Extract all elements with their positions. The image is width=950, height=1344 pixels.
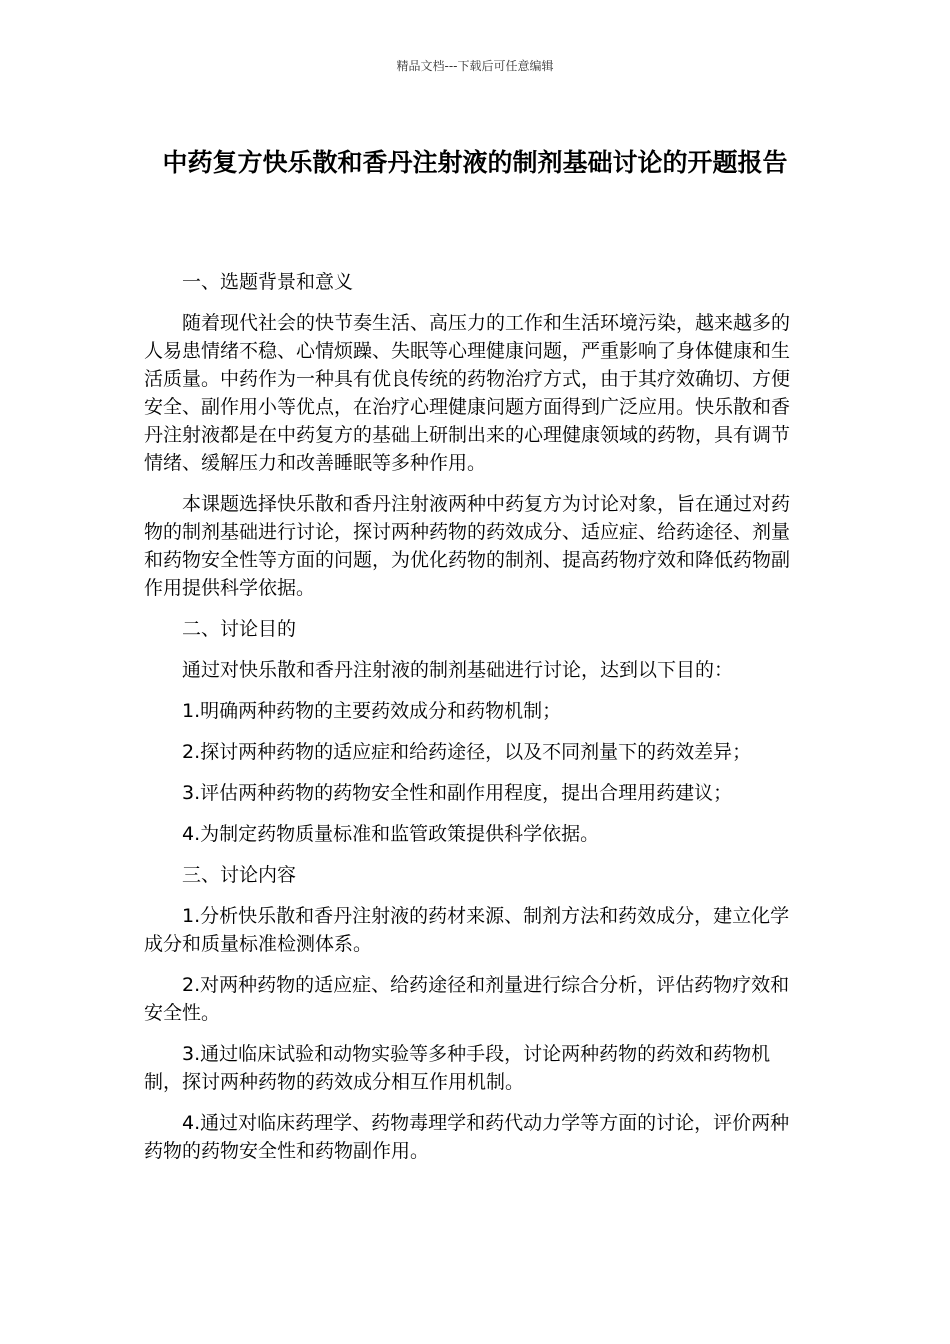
section-heading-background: 一、选题背景和意义 [182, 271, 354, 293]
objective-item: 2.探讨两种药物的适应症和给药途径，以及不同剂量下的药效差异； [182, 741, 752, 763]
objective-item: 1.明确两种药物的主要药效成分和药物机制； [182, 700, 562, 722]
content-item: 2.对两种药物的适应症、给药途径和剂量进行综合分析，评估药物疗效和安全性。 [144, 974, 790, 1024]
section-heading-content: 三、讨论内容 [182, 864, 297, 886]
document-body [144, 268, 794, 1178]
content-item: 1.分析快乐散和香丹注射液的药材来源、制剂方法和药效成分，建立化学成分和质量标准检测体系。 [144, 905, 790, 955]
paragraph-objectives-intro: 通过对快乐散和香丹注射液的制剂基础进行讨论，达到以下目的： [182, 659, 734, 681]
objective-item: 4.为制定药物质量标准和监管政策提供科学依据。 [182, 823, 600, 845]
document-title: 中药复方快乐散和香丹注射液的制剂基础讨论的开题报告 [162, 148, 788, 177]
content-item: 4.通过对临床药理学、药物毒理学和药代动力学等方面的讨论，评价两种药物的药物安全性和药物副作用。 [144, 1112, 790, 1162]
content-item: 3.通过临床试验和动物实验等多种手段，讨论两种药物的药效和药物机制，探讨两种药物的药效成分相互作用机制。 [144, 1043, 771, 1093]
paragraph-background-2: 本课题选择快乐散和香丹注射液两种中药复方为讨论对象，旨在通过对药物的制剂基础进行讨论，探讨两种药物的药效成分、适应症、给药途径、剂量和药物安全性等方面的问题，为优化药物的制剂、提高药物疗效和降低药物副作用提供科学依据。 [144, 493, 791, 599]
page-header: 精品文档---下载后可任意编辑 [396, 59, 554, 73]
paragraph-background-1: 随着现代社会的快节奏生活、高压力的工作和生活环境污染，越来越多的人易患情绪不稳、心情烦躁、失眠等心理健康问题，严重影响了身体健康和生活质量。中药作为一种具有优良传统的药物治疗方式，由于其疗效确切、方便安全、副作用小等优点，在治疗心理健康问题方面得到广泛应用。快乐散和香丹注射液都是在中药复方的基础上研制出来的心理健康领域的药物，具有调节情绪、缓解压力和改善睡眠等多种作用。 [144, 312, 791, 474]
objective-item: 3.评估两种药物的药物安全性和副作用程度，提出合理用药建议； [182, 782, 733, 804]
section-heading-objectives: 二、讨论目的 [182, 618, 297, 640]
